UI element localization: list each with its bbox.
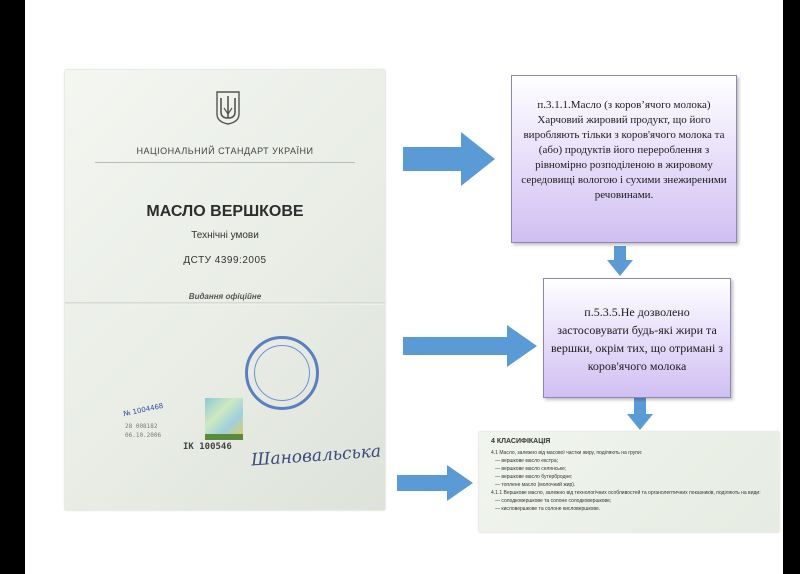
excerpt-line: — топлене масло (молочний жир). [495,482,576,488]
arrow-right-icon [403,132,495,186]
document-code: ДСТУ 4399:2005 [183,255,267,266]
definition-text: п.3.1.1.Масло (з коров’ячого молока) Харчовий жировий продукт, що його виробляють тільки з коров'ячого молока та (або) продуктів його перероблення з рівномірно розподіленою в жировому середовищі вологою і сухими знежиреними речовинами. [521,99,727,201]
excerpt-line: — солодковершкове та солоне солодковершкове; [495,498,612,504]
edition-note: Видання офіційне [188,292,262,301]
document-title: МАСЛО ВЕРШКОВЕ [146,203,304,220]
hologram-strip [205,434,243,440]
restriction-text: п.5.3.5.Не дозволено застосовувати будь-які жири та вершки, окрім тих, що отримані з коров'ячого молока [550,305,724,373]
round-seal-stamp [245,336,319,410]
trident-emblem-icon [215,90,241,126]
slide [25,0,783,574]
document-subtitle: Технічні умови [191,230,259,241]
registration-line: 06.10.2006 [125,432,162,439]
excerpt-line: 4.1.1 Вершкове масло, залежно від технологічних особливостей та органолептичних показників, поділяють на види: [491,490,761,496]
excerpt-heading: 4 КЛАСИФІКАЦІЯ [491,438,551,445]
title-divider [95,162,355,163]
registration-stamp [125,422,161,440]
registration-line: 28 008182 [125,423,158,430]
arrow-down-icon [627,398,653,430]
excerpt-line: — кисловершкове та солоне кисловершкове. [495,506,601,512]
excerpt-line: — вершкове масло екстра; [495,458,558,464]
arrow-right-icon [397,465,473,501]
classification-excerpt [479,432,779,532]
paper-fold [65,302,385,305]
handwritten-signature: Шановальська [250,441,382,471]
handwritten-number: № 1004468 [122,401,165,419]
serial-number: ІК 100546 [183,442,232,452]
document-cover-photo [65,70,385,510]
seal-inner-ring [254,345,310,401]
arrow-right-icon [403,325,537,367]
excerpt-line: 4.1 Масло, залежно від масової частки жиру, поділяють на групи: [491,450,643,456]
standard-title: НАЦІОНАЛЬНИЙ СТАНДАРТ УКРАЇНИ [136,146,314,156]
definition-box [511,75,737,243]
restriction-box [543,278,731,398]
arrow-down-icon [607,246,633,276]
excerpt-lines [491,449,775,513]
hologram-sticker [205,398,243,434]
excerpt-line: — вершкове масло селянське; [495,466,567,472]
excerpt-line: — вершкове масло бутербродне; [495,474,573,480]
